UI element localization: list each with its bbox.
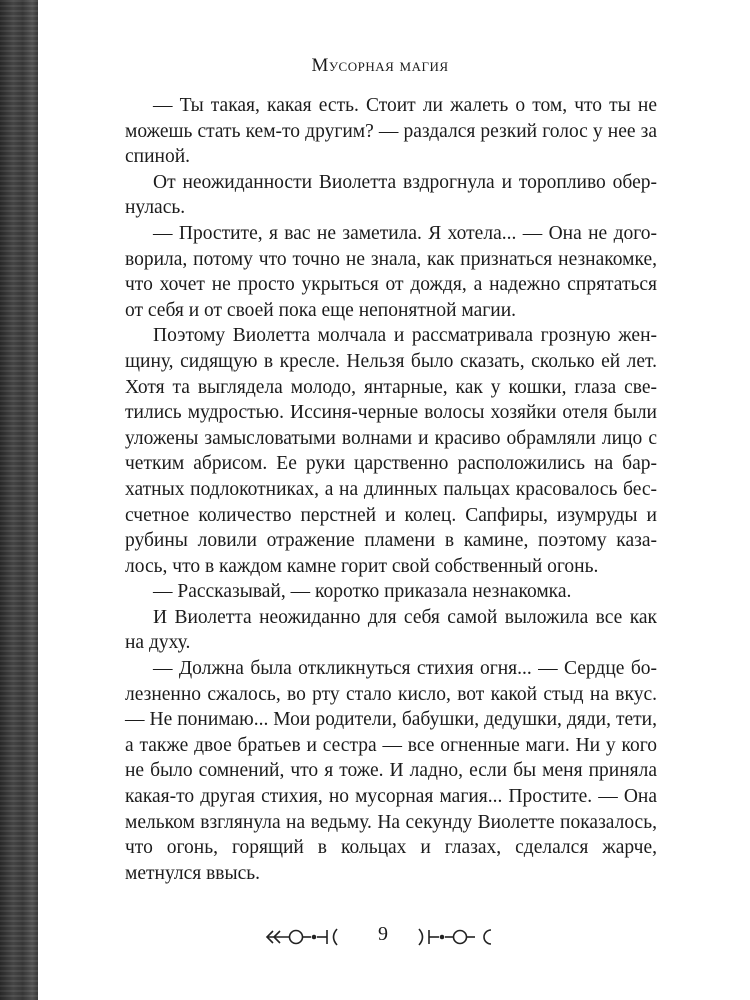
ornament-right-icon (417, 927, 503, 947)
paragraph: — Ты такая, какая есть. Стоит ли жалеть о том, что ты не можешь стать кем-то другим? — раздался резкий голос у нее за спиной. (125, 95, 657, 168)
paragraph: — Должна была откликнуться стихия огня... — Сердце болезненно сжалось, во рту стало кисло, вот какой стыд на вкус. — Не понимаю... Мои родители, бабушки, дедушки, дяди, тети, а также двое братьев и сестра — все огненные маги. Ни у кого не было сомнений, что я тоже. И ладно, если бы меня приняла какая-то другая стихия, но мусорная магия... Простите. — Она мельком взглянула на ведьму. На секунду Виолетте показалось, что огонь, горящий в кольцах и глазах, сделался жарче, метнулся ввысь. (125, 658, 657, 884)
ornament-left-icon (265, 927, 343, 947)
paragraph: От неожиданности Виолетта вздрогнула и торопливо обернулась. (125, 171, 657, 219)
paragraph: — Простите, я вас не заметила. Я хотела... — Она не договорила, потому что точно не знала, как признаться незнакомке, что хочет не просто укрыться от дождя, а надежно спрятаться от себя и от своей пока еще непонятной магии. (125, 222, 657, 321)
page-number: 9 (378, 923, 388, 945)
book-spine-edge (0, 0, 38, 1000)
paragraph: — Рассказывай, — коротко приказала незнакомка. (153, 581, 572, 603)
running-head-title: Мусорная магия (311, 55, 449, 76)
paragraph: И Виолетта неожиданно для себя самой выложила все как на духу. (125, 606, 657, 654)
body-text (125, 93, 657, 886)
paragraph: Поэтому Виолетта молчала и рассматривала грозную женщину, сидящую в кресле. Нельзя было сказать, сколько ей лет. Хотя та выглядела молодо, янтарные, как у кошки, глаза светились мудростью. Иссиня-черные волосы хозяйки отеля были уложены замысловатыми волнами и красиво обрамляли лицо с четким абрисом. Ее руки царственно расположились на бархатных подлокотниках, а на длинных пальцах красовалось бессчетное количество перстней и колец. Сапфиры, изумруды и рубины ловили отражение пламени в камине, поэтому казалось, что в каждом камне горит свой собственный огонь. (125, 325, 657, 577)
page-footer (265, 922, 505, 952)
